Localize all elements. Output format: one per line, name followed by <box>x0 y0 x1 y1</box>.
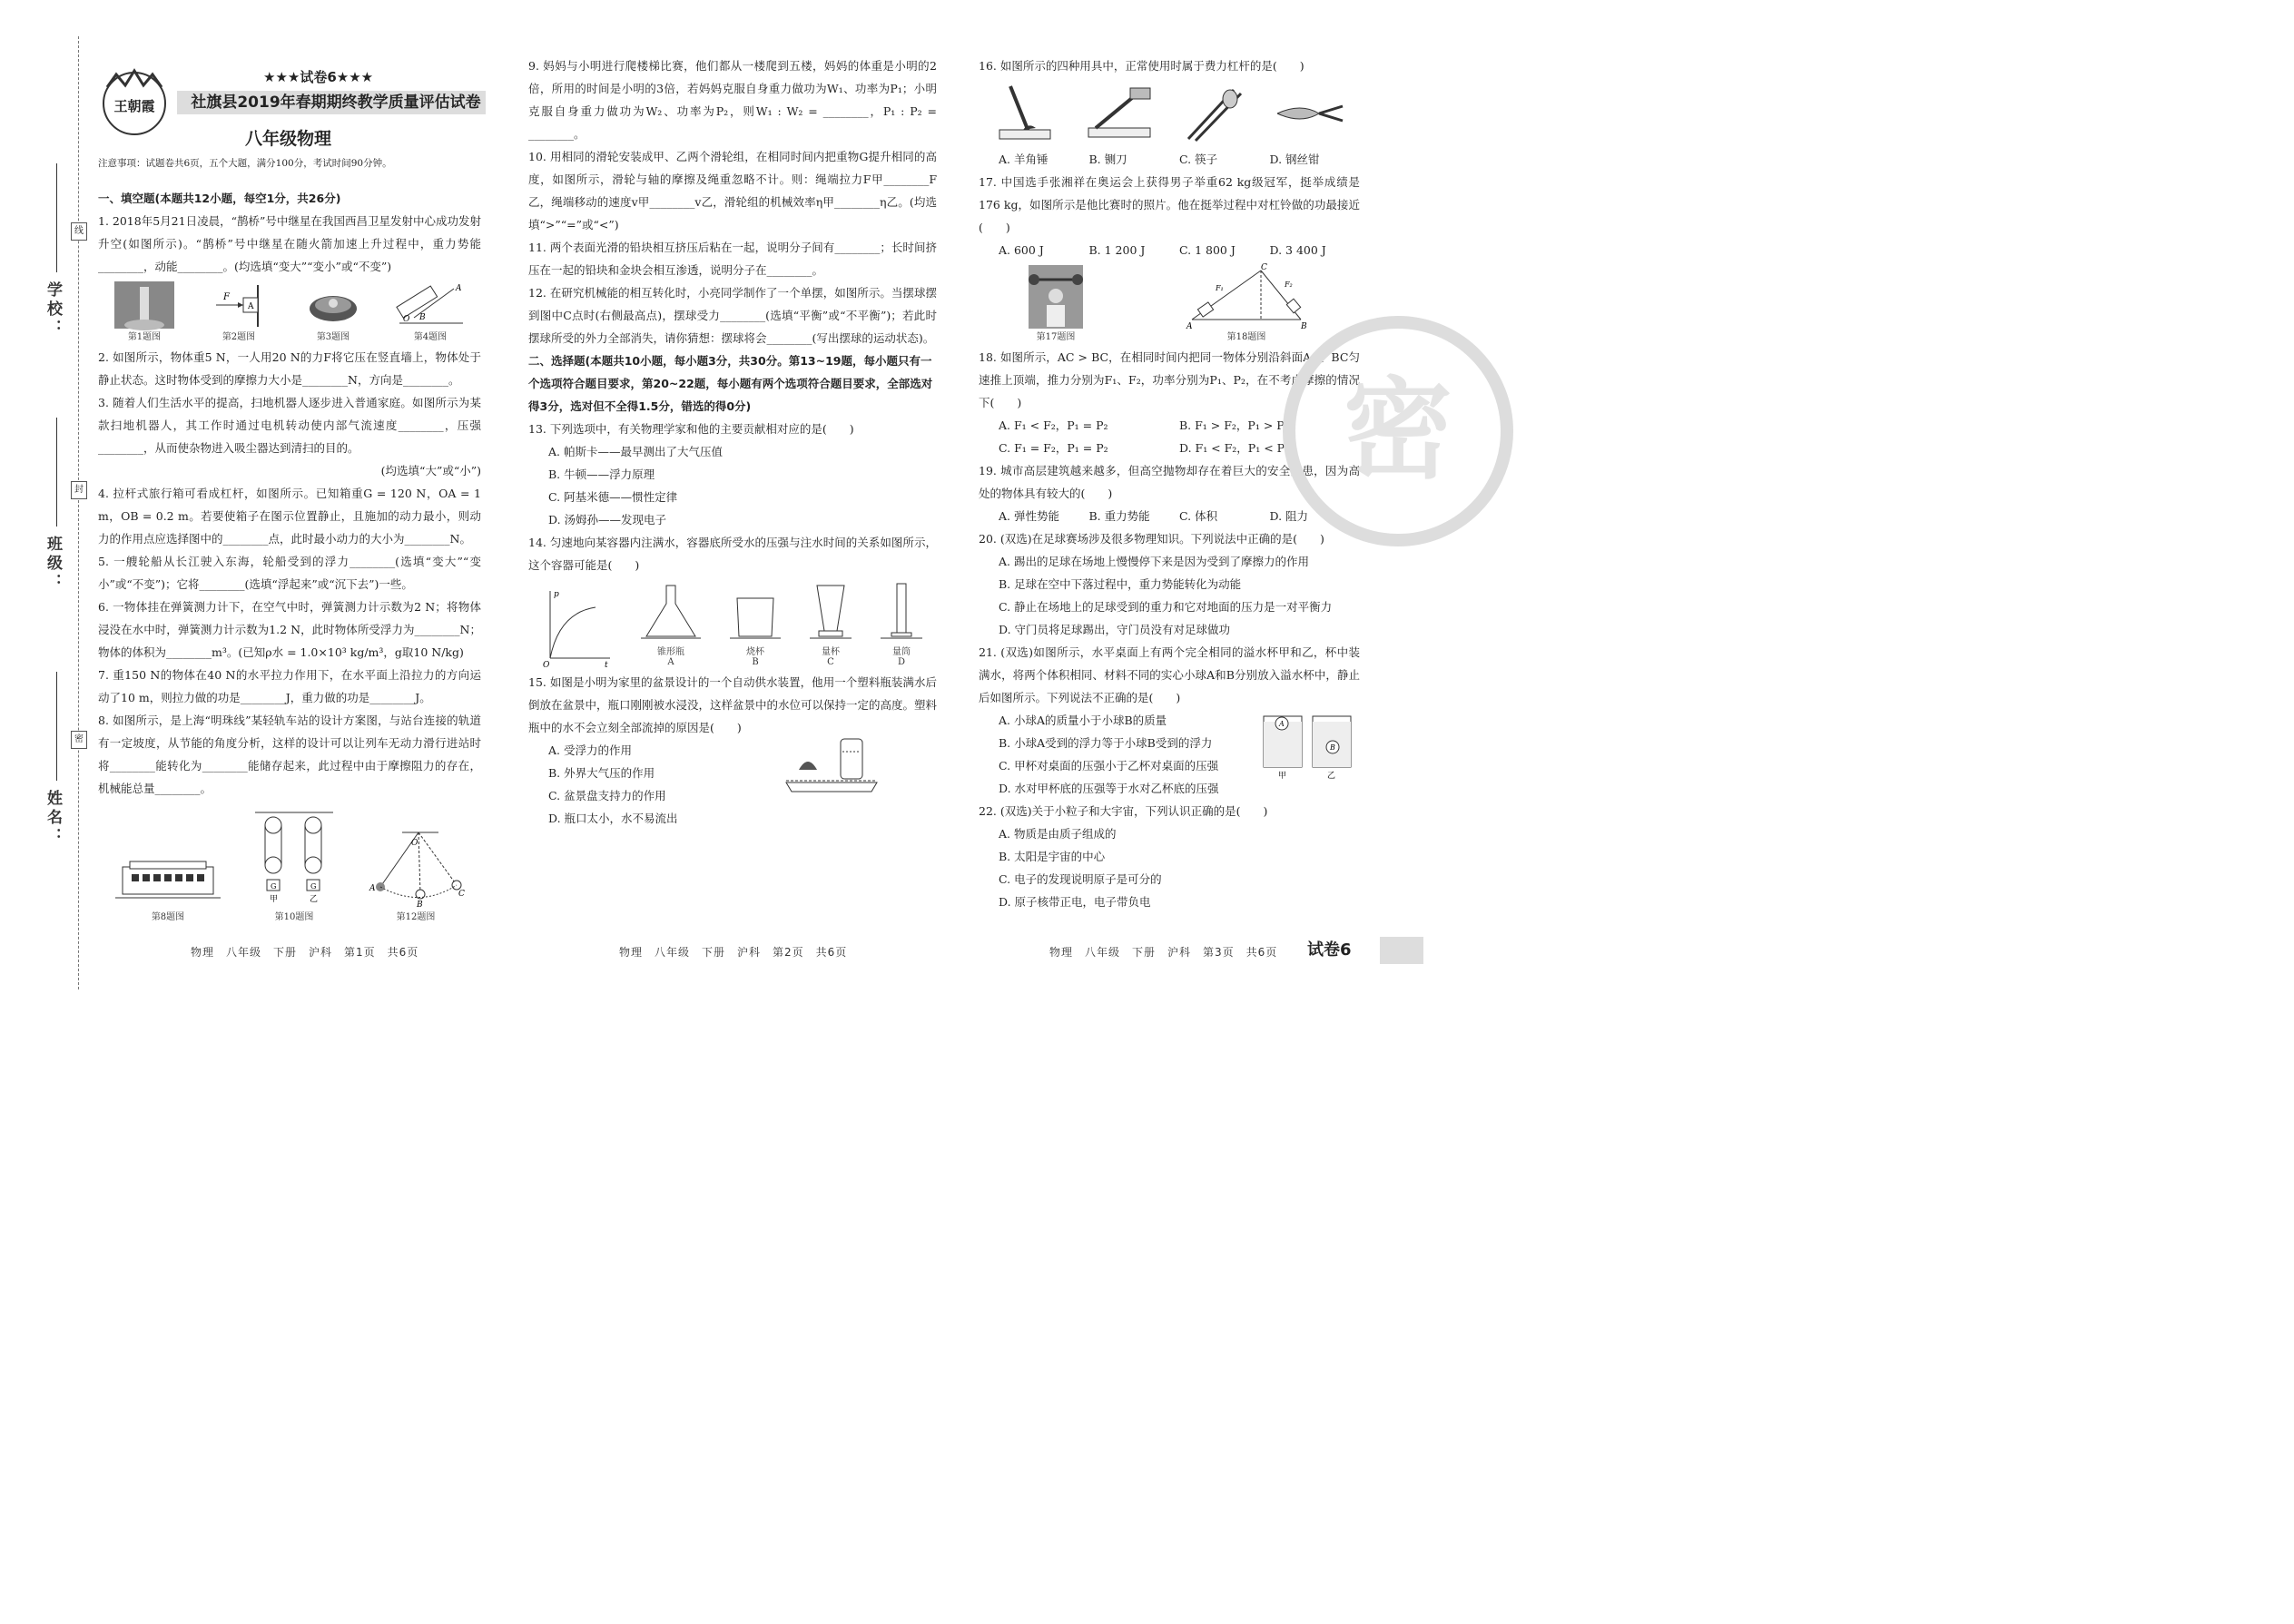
figure-12-caption: 第12题图 <box>396 912 436 922</box>
q16-options <box>979 148 1360 171</box>
q16-option-c: C. 筷子 <box>1179 153 1218 166</box>
section-fill-in: 一、填空题(本题共12小题，每空1分，共26分) <box>98 192 341 205</box>
q19-option-b: B. 重力势能 <box>1088 509 1150 523</box>
q20-option-b: B. 足球在空中下落过程中，重力势能转化为动能 <box>999 577 1242 591</box>
question-9: 9. 妈妈与小明进行爬楼梯比赛，他们都从一楼爬到五楼，妈妈的体重是小明的2倍，所用的时间是小明的3倍，若妈妈克服自身重力做功为W₁、功率为P₁；小明克服自身重力做功为W₂、功率为P₂，则W₁ : W₂ = ________，P₁ : P₂ = ________。 <box>528 59 937 141</box>
corner-bar <box>1380 937 1423 964</box>
q16-option-b: B. 铡刀 <box>1088 153 1127 166</box>
pliers-icon <box>1274 81 1346 144</box>
pendulum-diagram <box>366 827 466 909</box>
q15-option-a: A. 受浮力的作用 <box>548 743 632 757</box>
q20-option-c: C. 静止在场地上的足球受到的重力和它对地面的压力是一对平衡力 <box>999 600 1333 614</box>
question-17: 17. 中国选手张湘祥在奥运会上获得男子举重62 kg级冠军，挺举成绩是176 kg，如图所示是他比赛时的照片。他在挺举过程中对杠铃做的功最接近( ) <box>979 175 1360 234</box>
pulley-system-diagram <box>253 809 335 909</box>
name-label: 姓名： <box>44 790 62 847</box>
q17-option-c: C. 1 800 J <box>1179 243 1236 257</box>
svg-text:O: O <box>411 839 418 848</box>
seal-mark-secret: 密 <box>71 731 87 749</box>
cut-line <box>78 36 79 989</box>
svg-text:F₁: F₁ <box>1216 284 1224 292</box>
figure-1 <box>114 281 174 342</box>
question-5: 5. 一艘轮船从长江驶入东海，轮船受到的浮力________(选填“变大”“变小”或“不变”)；它将________(选填“浮起来”或“沉下去”)一些。 <box>98 555 481 591</box>
figure-4 <box>396 281 465 342</box>
figure-1-caption: 第1题图 <box>127 332 162 342</box>
q14-option-a-container <box>639 580 703 667</box>
q18-option-c: C. F₁ = F₂，P₁ = P₂ <box>999 441 1108 455</box>
svg-text:B: B <box>419 313 426 322</box>
figure-8-caption: 第8题图 <box>151 912 185 922</box>
name-field-line <box>56 672 57 781</box>
svg-text:C: C <box>458 890 465 899</box>
conical-flask-icon <box>639 580 703 644</box>
figure-17-caption: 第17题图 <box>1036 332 1076 342</box>
q14-option-c-container <box>808 580 853 667</box>
svg-text:F: F <box>223 292 230 302</box>
question-8: 8. 如图所示，是上海“明珠线”某轻轨车站的设计方案图，与站台连接的轨道有一定坡度，从节能的角度分析，这样的设计可以让列车无动力滑行进站时将________能转化为________能储存起来，此过程中由于摩擦阻力的存在，机械能总量________。 <box>98 714 481 795</box>
binding-margin <box>0 0 91 1008</box>
paper-number: ★★★试卷6★★★ <box>263 69 374 85</box>
graduated-cylinder-icon <box>879 580 924 644</box>
q13-option-a: A. 帕斯卡——最早测出了大气压值 <box>548 445 723 458</box>
pulley-a-label: 甲 <box>270 895 279 904</box>
column-2 <box>528 54 937 830</box>
section-multiple-choice: 二、选择题(本题共10小题，每小题3分，共30分。第13~19题，每小题只有一个选项符合题目要求，第20~22题，每小题有两个选项符合题目要求，全部选对得3分，选对但不全得1.5分，错选的得0分) <box>528 354 933 413</box>
q15-option-c: C. 盆景盘支持力的作用 <box>548 789 666 802</box>
question-20: 20. (双选)在足球赛场涉及很多物理知识。下列说法中正确的是( ) <box>979 532 1324 546</box>
q13-option-c: C. 阿基米德——惯性定律 <box>548 490 678 504</box>
confidential-stamp-watermark <box>1271 309 1452 554</box>
q20-option-a: A. 踢出的足球在场地上慢慢停下来是因为受到了摩擦力的作用 <box>999 555 1309 568</box>
svg-text:F₂: F₂ <box>1285 281 1293 289</box>
train-station-diagram <box>113 836 222 909</box>
q14-label-a: 锥形瓶 <box>657 647 684 657</box>
q22-option-a: A. 物质是由质子组成的 <box>999 827 1117 841</box>
q14-letter-c: C <box>827 657 834 667</box>
q15-options-block <box>528 739 937 830</box>
figure-2-caption: 第2题图 <box>222 332 256 342</box>
svg-text:王朝霞: 王朝霞 <box>113 98 155 114</box>
svg-text:密: 密 <box>1344 368 1452 494</box>
question-12: 12. 在研究机械能的相互转化时，小亮同学制作了一个单摆，如图所示。当摆球摆到图中C点时(右侧最高点)，摆球受力________(选填“平衡”或“不平衡”)；若此时摆球所受的外力全部消失，请你猜想：摆球将会________(写出摆球的运动状态)。 <box>528 286 937 345</box>
figure-8 <box>113 836 222 922</box>
q22-option-b: B. 太阳是宇宙的中心 <box>999 850 1106 863</box>
q14-option-d-container <box>879 580 924 667</box>
q14-label-c: 量杯 <box>822 647 840 657</box>
figure-4-caption: 第4题图 <box>413 332 448 342</box>
svg-text:A: A <box>369 884 376 893</box>
seal-mark-seal: 封 <box>71 481 87 499</box>
q21-option-d: D. 水对甲杯底的压强等于水对乙杯底的压强 <box>999 782 1219 795</box>
svg-text:A: A <box>1186 322 1193 331</box>
claw-hammer-icon <box>992 81 1056 144</box>
figure-17 <box>1029 265 1083 342</box>
q15-option-b: B. 外界大气压的作用 <box>548 766 655 780</box>
q17-options <box>979 239 1360 261</box>
graph-x-axis: t <box>605 661 608 670</box>
figure-3 <box>303 281 363 342</box>
cup-a-label: 甲 <box>1278 772 1287 781</box>
svg-text:G: G <box>271 882 277 891</box>
question-3: 3. 随着人们生活水平的提高，扫地机器人逐步进入普通家庭。如图所示为某款扫地机器人，其工作时通过电机转动使内部气流速度________，压强________，从而使杂物进入吸尘器达到清扫的目的。 <box>98 396 481 455</box>
graph-y-axis: p <box>554 590 559 599</box>
page-3-footer: 物理 八年级 下册 沪科 第3页 共6页 <box>1049 946 1278 959</box>
ball-b-label: B <box>1330 743 1335 752</box>
question-14: 14. 匀速地向某容器内注满水，容器底所受水的压强与注水时间的关系如图所示，这个容器可能是( ) <box>528 536 937 572</box>
q17-option-b: B. 1 200 J <box>1088 243 1146 257</box>
q15-option-d: D. 瓶口太小，水不易流出 <box>548 812 678 825</box>
q14-letter-d: D <box>897 657 906 667</box>
svg-text:G: G <box>310 882 317 891</box>
q17-option-d: D. 3 400 J <box>1269 243 1326 257</box>
q21-option-b: B. 小球A受到的浮力等于小球B受到的浮力 <box>999 736 1213 750</box>
q21-option-c: C. 甲杯对桌面的压强小于乙杯对桌面的压强 <box>999 759 1219 773</box>
q21-option-a: A. 小球A的质量小于小球B的质量 <box>999 714 1167 727</box>
figure-12 <box>366 827 466 922</box>
q14-label-d: 量筒 <box>892 647 911 657</box>
wall-block-diagram <box>207 281 271 329</box>
svg-text:B: B <box>417 901 423 910</box>
chopsticks-icon <box>1183 81 1246 144</box>
class-field-line <box>56 418 57 527</box>
q18-option-a: A. F₁ < F₂，P₁ = P₂ <box>999 418 1108 432</box>
q17-option-a: A. 600 J <box>999 243 1044 257</box>
q19-option-c: C. 体积 <box>1179 509 1218 523</box>
question-11: 11. 两个表面光滑的铅块相互挤压后粘在一起，说明分子间有________；长时间挤压在一起的铅块和金块会相互渗透，说明分子在________。 <box>528 241 937 277</box>
seal-mark-line: 线 <box>71 222 87 241</box>
question-18: 18. 如图所示，AC > BC，在相同时间内把同一物体分别沿斜面AC、BC匀速推上顶端，推力分别为F₁、F₂，功率分别为P₁、P₂，在不考虑摩擦的情况下( ) <box>979 350 1360 409</box>
robot-vacuum-image <box>303 281 363 329</box>
figures-1-4 <box>98 281 481 342</box>
question-19: 19. 城市高层建筑越来越多，但高空抛物却存在着巨大的安全隐患，因为高处的物体具有较大的( ) <box>979 464 1360 500</box>
q18-option-b: B. F₁ > F₂，P₁ > P₂ <box>1179 418 1289 432</box>
paper-corner-label: 试卷6 <box>1307 940 1352 960</box>
q16-option-a: A. 羊角锤 <box>999 153 1049 166</box>
luggage-lever-diagram <box>396 281 465 329</box>
q13-option-d: D. 汤姆孙——发现电子 <box>548 513 667 527</box>
question-3-note: (均选填“大”或“小”) <box>380 464 481 477</box>
svg-text:A: A <box>456 284 462 293</box>
question-1: 1. 2018年5月21日凌晨，“鹊桥”号中继星在我国西昌卫星发射中心成功发射升空(如图所示)。“鹊桥”号中继星在随火箭加速上升过程中，重力势能________，动能________。(均选填“变大”“变小”或“不变”) <box>98 214 481 273</box>
q13-option-b: B. 牛顿——浮力原理 <box>548 468 655 481</box>
column-1 <box>98 187 481 926</box>
class-label: 班级： <box>44 536 62 593</box>
school-label: 学校： <box>44 281 62 339</box>
q22-option-d: D. 原子核带正电，电子带负电 <box>999 895 1151 909</box>
publisher-logo <box>98 65 171 138</box>
ball-a-label: A <box>1279 720 1285 728</box>
exam-notice: 注意事项：试题卷共6页，五个大题，满分100分，考试时间90分钟。 <box>98 158 392 169</box>
q14-figures <box>528 580 937 670</box>
pressure-time-graph <box>541 586 614 670</box>
question-6: 6. 一物体挂在弹簧测力计下，在空气中时，弹簧测力计示数为2 N；将物体浸没在水中时，弹簧测力计示数为1.2 N，此时物体所受浮力为________N；物体的体积为________m³。(已知ρ水 = 1.0×10³ kg/m³，g取10 N/kg) <box>98 600 481 659</box>
figure-3-caption: 第3题图 <box>316 332 350 342</box>
q20-option-d: D. 守门员将足球踢出，守门员没有对足球做功 <box>999 623 1231 636</box>
question-10: 10. 用相同的滑轮安装成甲、乙两个滑轮组，在相同时间内把重物G提升相同的高度，如图所示，滑轮与轴的摩擦及绳重忽略不计。则：绳端拉力F甲________F乙，绳端移动的速度v甲________v乙，滑轮组的机械效率η甲________η乙。(均选填“>”“=”或“<”) <box>528 150 937 231</box>
pulley-b-label: 乙 <box>310 895 319 904</box>
svg-text:O: O <box>403 315 410 324</box>
svg-text:C: C <box>1261 263 1267 272</box>
q19-option-a: A. 弹性势能 <box>999 509 1059 523</box>
guillotine-cutter-icon <box>1083 81 1156 144</box>
q22-option-c: C. 电子的发现说明原子是可分的 <box>999 872 1162 886</box>
rocket-launch-image <box>114 281 174 329</box>
subject-title: 八年级物理 <box>245 129 332 149</box>
graph-origin: O <box>543 661 550 670</box>
measuring-cup-icon <box>808 580 853 644</box>
question-16: 16. 如图所示的四种用具中，正常使用时属于费力杠杆的是( ) <box>979 59 1305 73</box>
question-4: 4. 拉杆式旅行箱可看成杠杆，如图所示。已知箱重G = 120 N，OA = 1 m，OB = 0.2 m。若要使箱子在图示位置静止，且施加的动力最小，则动力的作用点应选择图中的________点，此时最小动力的大小为________N。 <box>98 487 481 546</box>
q14-letter-b: B <box>752 657 759 667</box>
figure-10-caption: 第10题图 <box>274 912 314 922</box>
question-7: 7. 重150 N的物体在40 N的水平拉力作用下，在水平面上沿拉力的方向运动了10 m，则拉力做的功是________J，重力做的功是________J。 <box>98 668 481 704</box>
svg-text:B: B <box>1301 322 1307 331</box>
q14-pressure-graph <box>541 586 614 670</box>
svg-text:A: A <box>248 302 254 311</box>
overflow-cups-diagram <box>1260 709 1360 782</box>
page-1-footer: 物理 八年级 下册 沪科 第1页 共6页 <box>191 946 419 959</box>
figure-18-caption: 第18题图 <box>1226 332 1266 342</box>
q16-figures <box>979 81 1360 144</box>
question-13: 13. 下列选项中，有关物理学家和他的主要贡献相对应的是( ) <box>528 422 854 436</box>
figure-10 <box>253 809 335 922</box>
q14-option-b-container <box>728 580 783 667</box>
q16-option-d: D. 钢丝钳 <box>1269 153 1320 166</box>
figures-8-10-12 <box>98 809 481 922</box>
q14-label-b: 烧杯 <box>746 647 764 657</box>
school-field-line <box>56 163 57 272</box>
page-2-footer: 物理 八年级 下册 沪科 第2页 共6页 <box>619 946 848 959</box>
beaker-icon <box>728 580 783 644</box>
question-2: 2. 如图所示，物体重5 N，一人用20 N的力F将它压在竖直墙上，物体处于静止状态。这时物体受到的摩擦力大小是________N，方向是________。 <box>98 350 481 387</box>
cup-b-label: 乙 <box>1327 772 1336 781</box>
exam-title: 社旗县2019年春期期终教学质量评估试卷 <box>191 94 481 112</box>
question-15: 15. 如图是小明为家里的盆景设计的一个自动供水装置，他用一个塑料瓶装满水后倒放在盆景中，瓶口刚刚被水浸没，这样盆景中的水位可以保持一定的高度。塑料瓶中的水不会立刻全部流掉的原因是( ) <box>528 675 938 734</box>
q21-options-block <box>979 709 1360 800</box>
question-22: 22. (双选)关于小粒子和大宇宙，下列认识正确的是( ) <box>979 804 1268 818</box>
q14-letter-a: A <box>667 657 674 667</box>
figure-2 <box>207 281 271 342</box>
q18-option-d: D. F₁ < F₂，P₁ < P₂ <box>1179 441 1290 455</box>
weightlifter-photo <box>1029 265 1083 329</box>
question-21: 21. (双选)如图所示，水平桌面上有两个完全相同的溢水杯甲和乙，杯中装满水，将两个体积相同、材料不同的实心小球A和B分别放入溢水杯中，静止后如图所示。下列说法不正确的是( ) <box>979 645 1360 704</box>
bonsai-water-feeder-diagram <box>783 733 882 806</box>
q19-option-d: D. 阻力 <box>1269 509 1309 523</box>
